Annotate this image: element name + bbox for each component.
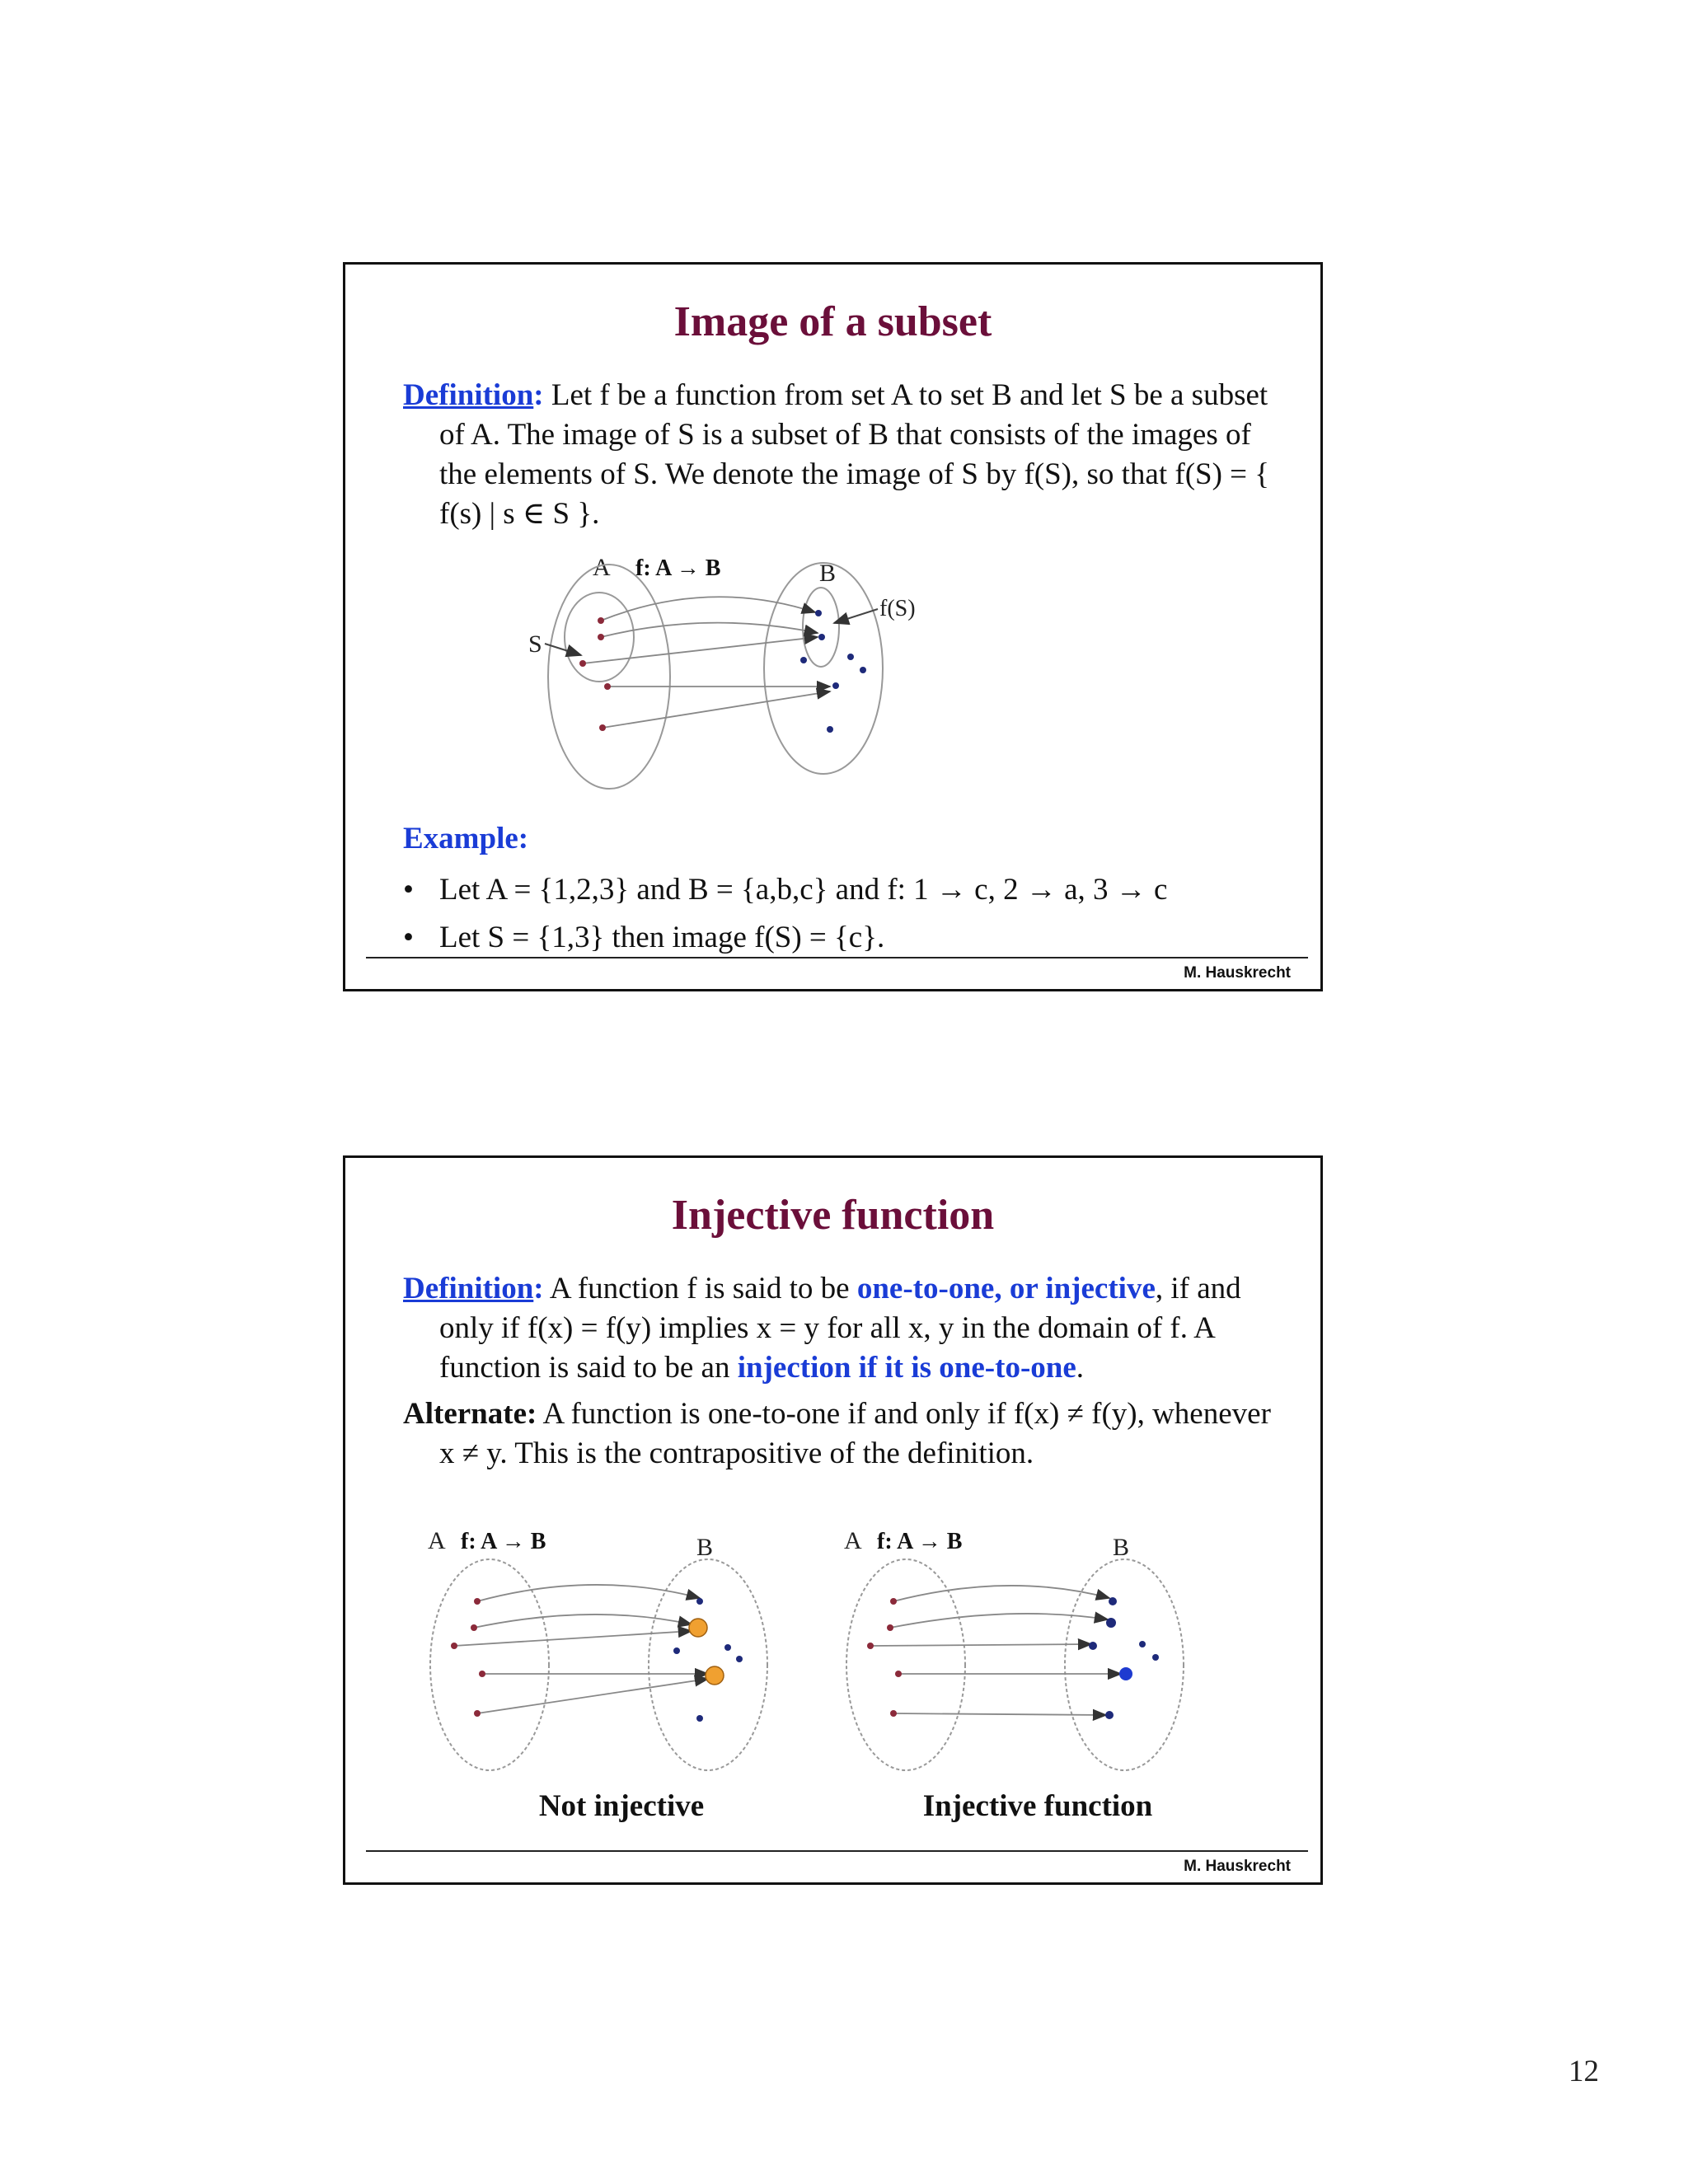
mapping-arrow	[477, 1585, 700, 1601]
definition-highlight: one-to-one, or injective	[856, 1272, 1156, 1305]
set-a-label: A	[428, 1527, 446, 1554]
function-label: f: A → B	[461, 1529, 546, 1554]
definition-paragraph	[403, 1269, 1285, 1388]
domain-element-dot	[890, 1710, 897, 1717]
shared-image-dot	[706, 1666, 724, 1685]
mapping-arrow	[474, 1615, 692, 1628]
subset-label: S	[528, 630, 542, 658]
definition-text: Let f be a function from set A to set B and let S be a subset of A. The image of S is a subset of B that consists of the images of the elements of S. We denote the image of S by f(S), so that f(S) = { f(s) | s ∈ S }.	[439, 378, 1270, 531]
domain-element-dot	[598, 617, 604, 624]
codomain-element-dot	[1089, 1642, 1097, 1650]
codomain-element-dot	[673, 1647, 680, 1654]
domain-element-dot	[451, 1643, 457, 1649]
set-b-label: B	[1113, 1534, 1130, 1561]
codomain-element-dot	[818, 634, 825, 640]
bullet-text: Let A = {1,2,3} and B = {a,b,c} and f: 1 → c, 2 → a, 3 → c	[439, 873, 1168, 907]
codomain-element-dot	[1109, 1597, 1117, 1605]
image-of-subset-diagram	[494, 545, 955, 792]
codomain-element-dot	[1105, 1711, 1114, 1719]
slide-image-of-subset	[343, 262, 1323, 991]
codomain-element-dot	[1119, 1667, 1132, 1680]
codomain-element-dot	[696, 1715, 703, 1722]
image-label: f(S)	[879, 596, 916, 621]
mapping-arrow	[870, 1644, 1091, 1646]
domain-element-dot	[867, 1643, 874, 1649]
mapping-arrow	[601, 597, 815, 621]
not-injective-diagram	[428, 1521, 799, 1776]
example-label: Example:	[403, 822, 529, 855]
codomain-element-dot	[724, 1644, 731, 1651]
set-b-label: B	[696, 1534, 714, 1561]
bullet-text: Let S = {1,3} then image f(S) = {c}.	[439, 921, 885, 954]
mapping-arrow	[477, 1679, 708, 1713]
alternate-text: A function is one-to-one if and only if f(x) ≠ f(y), whenever x ≠ y. This is the contrapositive of the definition.	[439, 1397, 1271, 1470]
set-b-ellipse	[1065, 1559, 1184, 1770]
domain-element-dot	[474, 1598, 481, 1605]
alternate-paragraph	[403, 1394, 1285, 1474]
definition-paragraph	[403, 376, 1285, 534]
mapping-arrow	[893, 1713, 1106, 1715]
function-label: f: A → B	[635, 555, 721, 581]
set-a-ellipse	[548, 565, 670, 789]
footer-divider	[366, 957, 1308, 958]
alternate-label: Alternate:	[403, 1397, 537, 1431]
domain-element-dot	[599, 724, 606, 731]
domain-element-dot	[479, 1671, 485, 1677]
domain-element-dot	[471, 1624, 477, 1631]
image-fs-ellipse	[803, 588, 839, 667]
page-number: 12	[1568, 2055, 1599, 2088]
codomain-element-dot	[847, 654, 854, 660]
domain-element-dot	[579, 660, 586, 667]
footer-divider	[366, 1850, 1308, 1852]
domain-element-dot	[598, 634, 604, 640]
bullet-glyph: •	[403, 873, 414, 907]
mapping-arrow	[454, 1631, 692, 1646]
domain-element-dot	[895, 1671, 902, 1677]
slide-injective-function	[343, 1155, 1323, 1885]
author-credit: M. Hauskrecht	[1184, 964, 1291, 982]
bullet-glyph: •	[403, 921, 414, 954]
mapping-arrow	[583, 637, 818, 663]
definition-colon: :	[533, 1272, 544, 1305]
function-label: f: A → B	[877, 1529, 963, 1554]
codomain-element-dot	[696, 1598, 703, 1605]
definition-text-part: A function f is said to be	[543, 1272, 857, 1305]
codomain-element-dot	[815, 610, 822, 616]
caption-injective: Injective function	[922, 1789, 1153, 1823]
set-a-label: A	[844, 1527, 862, 1554]
slide-title: Injective function	[671, 1192, 995, 1239]
bullet-item	[403, 870, 1167, 910]
codomain-element-dot	[1152, 1654, 1159, 1661]
domain-element-dot	[887, 1624, 893, 1631]
definition-colon: :	[533, 378, 544, 412]
author-credit: M. Hauskrecht	[1184, 1858, 1291, 1875]
codomain-element-dot	[860, 667, 866, 673]
mapping-arrow	[890, 1614, 1108, 1628]
mapping-arrow	[603, 691, 830, 728]
codomain-element-dot	[1106, 1618, 1116, 1628]
codomain-element-dot	[736, 1656, 743, 1662]
domain-element-dot	[890, 1598, 897, 1605]
shared-image-dot	[689, 1619, 707, 1637]
caption-not-injective: Not injective	[538, 1789, 705, 1823]
codomain-element-dot	[800, 657, 807, 663]
definition-label: Definition	[403, 1272, 534, 1305]
definition-text-part: .	[1076, 1351, 1085, 1385]
domain-element-dot	[474, 1710, 481, 1717]
injective-diagram	[844, 1521, 1215, 1776]
domain-element-dot	[604, 683, 611, 690]
definition-label: Definition	[403, 378, 534, 412]
codomain-element-dot	[827, 726, 833, 733]
definition-text-part: , if and only if f(x) = f(y) implies x = y for all x, y in the domain of f. A function is said to be an	[439, 1272, 1241, 1385]
set-a-ellipse	[430, 1559, 549, 1770]
set-b-label: B	[819, 560, 837, 587]
bullet-item	[403, 918, 884, 958]
slide-title: Image of a subset	[673, 298, 992, 345]
image-pointer-arrow	[834, 609, 878, 623]
definition-highlight: injection if it is one-to-one	[737, 1351, 1076, 1385]
set-a-label: A	[593, 554, 611, 581]
codomain-element-dot	[832, 682, 839, 689]
codomain-element-dot	[1139, 1641, 1146, 1647]
